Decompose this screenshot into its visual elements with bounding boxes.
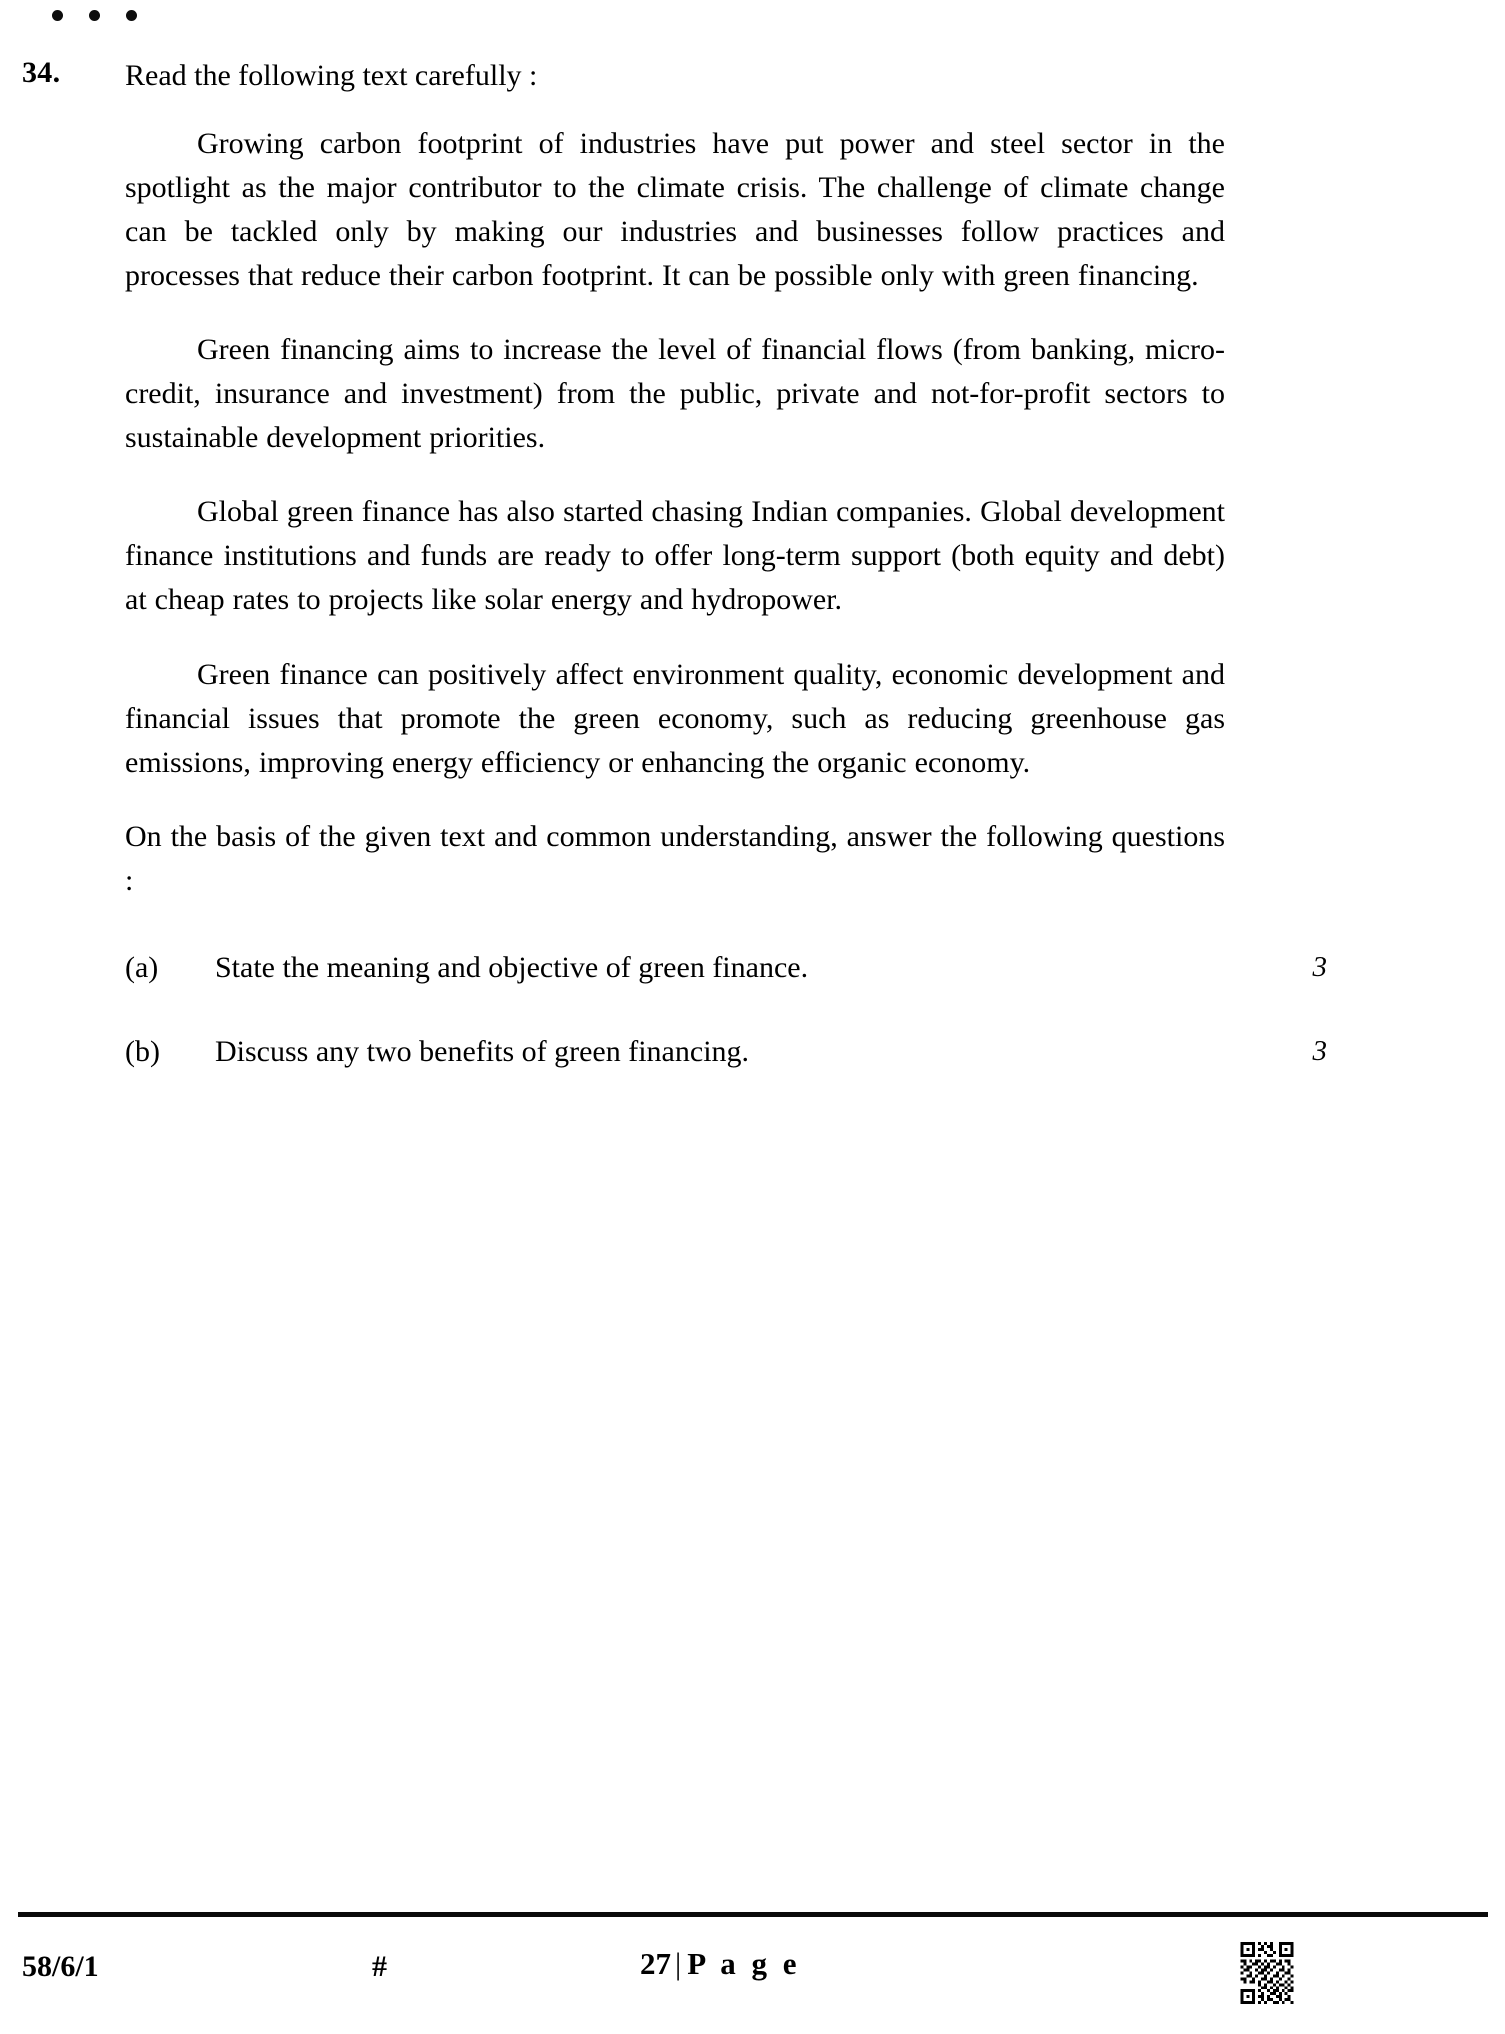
page-separator: | — [675, 1946, 682, 1981]
question-number: 34. — [22, 56, 61, 89]
question-stem: Read the following text carefully : — [125, 59, 538, 92]
qr-code-icon — [1240, 1942, 1294, 2004]
passage-paragraph: Green finance can positively affect environment quality, economic development and financial issues that promote the green economy, such as reducing greenhouse gas emissions, improving energy efficiency or enhancing the organic economy. — [125, 657, 1225, 779]
question-block — [0, 56, 1505, 1115]
footer-divider — [18, 1912, 1488, 1917]
page-word: P a g e — [687, 1946, 801, 1981]
sub-question-label: (b) — [125, 1035, 160, 1068]
sub-question-label: (a) — [125, 951, 159, 984]
sub-question-a — [125, 947, 1355, 989]
continuation-dots — [52, 10, 137, 21]
dot-icon — [126, 10, 137, 21]
page-indicator — [640, 1946, 800, 1982]
page-number: 27 — [640, 1946, 671, 1981]
page-footer — [0, 1942, 1505, 2022]
passage-paragraph: Growing carbon footprint of industries have put power and steel sector in the spotlight as the major contributor to the climate crisis. The challenge of climate change can be tackled only by making our industries and businesses follow practices and processes that reduce their carbon footprint. It can be possible only with green financing. — [125, 126, 1225, 292]
sub-question-b — [125, 1031, 1355, 1073]
sub-question-marks: 3 — [1312, 1035, 1327, 1067]
dot-icon — [52, 10, 63, 21]
dot-icon — [89, 10, 100, 21]
answer-instruction: On the basis of the given text and common understanding, answer the following questions : — [125, 819, 1225, 897]
passage-text — [0, 122, 1505, 903]
paper-code: 58/6/1 — [22, 1950, 99, 1983]
sub-question-text: State the meaning and objective of green finance. — [215, 951, 809, 984]
sub-question-list — [0, 947, 1505, 1073]
sub-question-marks: 3 — [1312, 951, 1327, 983]
passage-paragraph: Green financing aims to increase the level of financial flows (from banking, micro-credit, insurance and investment) from the public, private and not-for-profit sectors to sustainable development priorities. — [125, 332, 1225, 455]
passage-paragraph: Global green finance has also started chasing Indian companies. Global development finance institutions and funds are ready to offer long-term support (both equity and debt) at cheap rates to projects like solar energy and hydropower. — [125, 495, 1225, 617]
hash-mark: # — [372, 1950, 387, 1983]
question-heading — [0, 56, 1505, 96]
sub-question-text: Discuss any two benefits of green financing. — [215, 1035, 750, 1068]
